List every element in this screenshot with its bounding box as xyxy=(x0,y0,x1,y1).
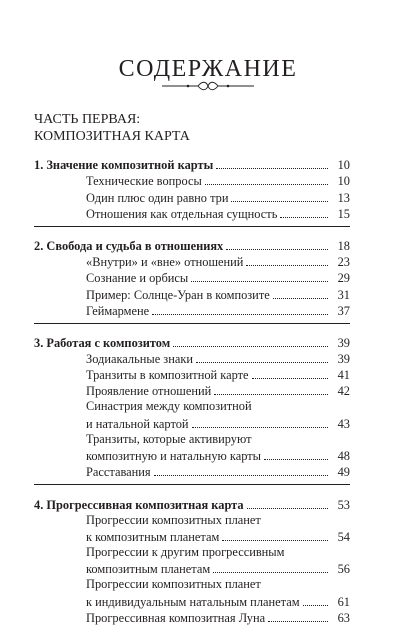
toc-entry-title: композитным планетам xyxy=(86,562,211,577)
toc-page-number: 15 xyxy=(337,206,350,221)
toc-entry-title: Расставания xyxy=(86,465,151,480)
dot-leader xyxy=(191,281,328,282)
toc-entry-title: Прогрессивная композитная Луна xyxy=(86,610,266,625)
page-title: СОДЕРЖАНИЕ xyxy=(118,56,298,82)
toc-chapter-title: 3. Работая с композитом xyxy=(34,335,171,350)
toc-page-number: 63 xyxy=(337,610,350,625)
toc-page-number: 54 xyxy=(337,529,350,544)
toc-page-number: 10 xyxy=(337,174,350,189)
dot-leader xyxy=(268,621,328,622)
chapter-separator xyxy=(34,323,350,325)
toc-page-number: 43 xyxy=(337,416,350,431)
toc-entry[interactable] xyxy=(34,189,350,205)
dot-leader xyxy=(303,605,328,606)
table-of-contents xyxy=(34,157,350,626)
dot-leader xyxy=(213,572,328,573)
toc-chapter-title: 4. Прогрессивная композитная карта xyxy=(34,497,244,512)
toc-entry[interactable] xyxy=(34,561,350,577)
toc-entry[interactable] xyxy=(34,286,350,302)
toc-entry-title: Пример: Солнце-Уран в композите xyxy=(86,287,270,302)
dot-leader xyxy=(214,394,328,395)
dot-leader xyxy=(226,249,328,250)
toc-page-number: 48 xyxy=(337,449,350,464)
toc-entry-title: композитную и натальную карты xyxy=(86,449,261,464)
toc-page-number: 23 xyxy=(337,255,350,270)
toc-entry[interactable] xyxy=(34,529,350,545)
toc-entry-title: Транзиты в композитной карте xyxy=(86,368,249,383)
toc-page-number: 49 xyxy=(337,465,350,480)
toc-page-number: 13 xyxy=(337,190,350,205)
toc-entry-title: «Внутри» и «вне» отношений xyxy=(86,255,244,270)
part-heading-line2: КОМПОЗИТНАЯ КАРТА xyxy=(34,129,190,144)
chapter-separator xyxy=(34,484,350,486)
part-heading xyxy=(34,111,190,145)
dot-leader xyxy=(247,508,328,509)
part-heading-line1: ЧАСТЬ ПЕРВАЯ: xyxy=(34,112,141,127)
toc-chapter[interactable] xyxy=(34,238,350,254)
dot-leader xyxy=(222,540,328,541)
toc-chapter[interactable] xyxy=(34,335,350,351)
toc-page-number: 31 xyxy=(337,287,350,302)
dot-leader xyxy=(264,459,328,460)
dot-leader xyxy=(196,362,328,363)
toc-page-number: 42 xyxy=(337,384,350,399)
toc-entry-title: к композитным планетам xyxy=(86,529,220,544)
toc-entry[interactable] xyxy=(34,464,350,480)
toc-entry[interactable] xyxy=(34,383,350,399)
toc-page-number: 29 xyxy=(337,271,350,286)
toc-page-number: 39 xyxy=(337,352,350,367)
toc-entry-title: Один плюс один равно три xyxy=(86,190,229,205)
toc-page-number: 61 xyxy=(337,594,350,609)
toc-entry-first-line: Прогрессии к другим прогрессивным xyxy=(86,544,285,559)
toc-page-number: 53 xyxy=(337,497,350,512)
toc-entry-first-line: Транзиты, которые активируют xyxy=(86,431,252,446)
toc-entry[interactable] xyxy=(34,610,350,626)
toc-page-number: 39 xyxy=(337,335,350,350)
dot-leader xyxy=(246,265,328,266)
dot-leader xyxy=(252,378,328,379)
toc-entry-title: к индивидуальным натальным планетам xyxy=(86,594,300,609)
toc-entry[interactable] xyxy=(34,351,350,367)
toc-chapter-title: 1. Значение композитной карты xyxy=(34,158,214,173)
toc-entry-title: Отношения как отдельная сущность xyxy=(86,206,278,221)
toc-entry-title: Сознание и орбисы xyxy=(86,271,189,286)
toc-entry[interactable] xyxy=(34,270,350,286)
dot-leader xyxy=(231,201,328,202)
toc-page-number: 10 xyxy=(337,158,350,173)
toc-chapter[interactable] xyxy=(34,496,350,512)
toc-entry-first-line: Прогрессии композитных планет xyxy=(86,577,261,592)
toc-entry[interactable] xyxy=(34,254,350,270)
dot-leader xyxy=(205,184,328,185)
dot-leader xyxy=(192,427,328,428)
toc-entry-title: Геймармене xyxy=(86,303,150,318)
toc-entry[interactable] xyxy=(34,448,350,464)
toc-entry-title: Зодиакальные знаки xyxy=(86,352,193,367)
dot-leader xyxy=(154,475,328,476)
toc-page-number: 56 xyxy=(337,562,350,577)
dot-leader xyxy=(152,314,328,315)
dot-leader xyxy=(216,168,328,169)
chapter-separator xyxy=(34,226,350,228)
toc-entry-title: и натальной картой xyxy=(86,416,189,431)
toc-chapter-title: 2. Свобода и судьба в отношениях xyxy=(34,238,224,253)
toc-entry[interactable] xyxy=(34,367,350,383)
ornament-divider xyxy=(158,78,258,94)
toc-entry-title: Проявление отношений xyxy=(86,384,212,399)
toc-chapter[interactable] xyxy=(34,157,350,173)
toc-entry[interactable] xyxy=(34,303,350,319)
toc-page-number: 41 xyxy=(337,368,350,383)
dot-leader xyxy=(280,217,328,218)
toc-entry[interactable] xyxy=(34,416,350,432)
toc-entry-first-line: Синастрия между композитной xyxy=(86,399,252,414)
toc-page-number: 37 xyxy=(337,303,350,318)
toc-entry[interactable] xyxy=(34,206,350,222)
toc-entry-title: Технические вопросы xyxy=(86,174,202,189)
toc-entry-first-line: Прогрессии композитных планет xyxy=(86,512,261,527)
dot-leader xyxy=(173,346,328,347)
dot-leader xyxy=(273,298,328,299)
toc-entry[interactable] xyxy=(34,173,350,189)
toc-page-number: 18 xyxy=(337,238,350,253)
